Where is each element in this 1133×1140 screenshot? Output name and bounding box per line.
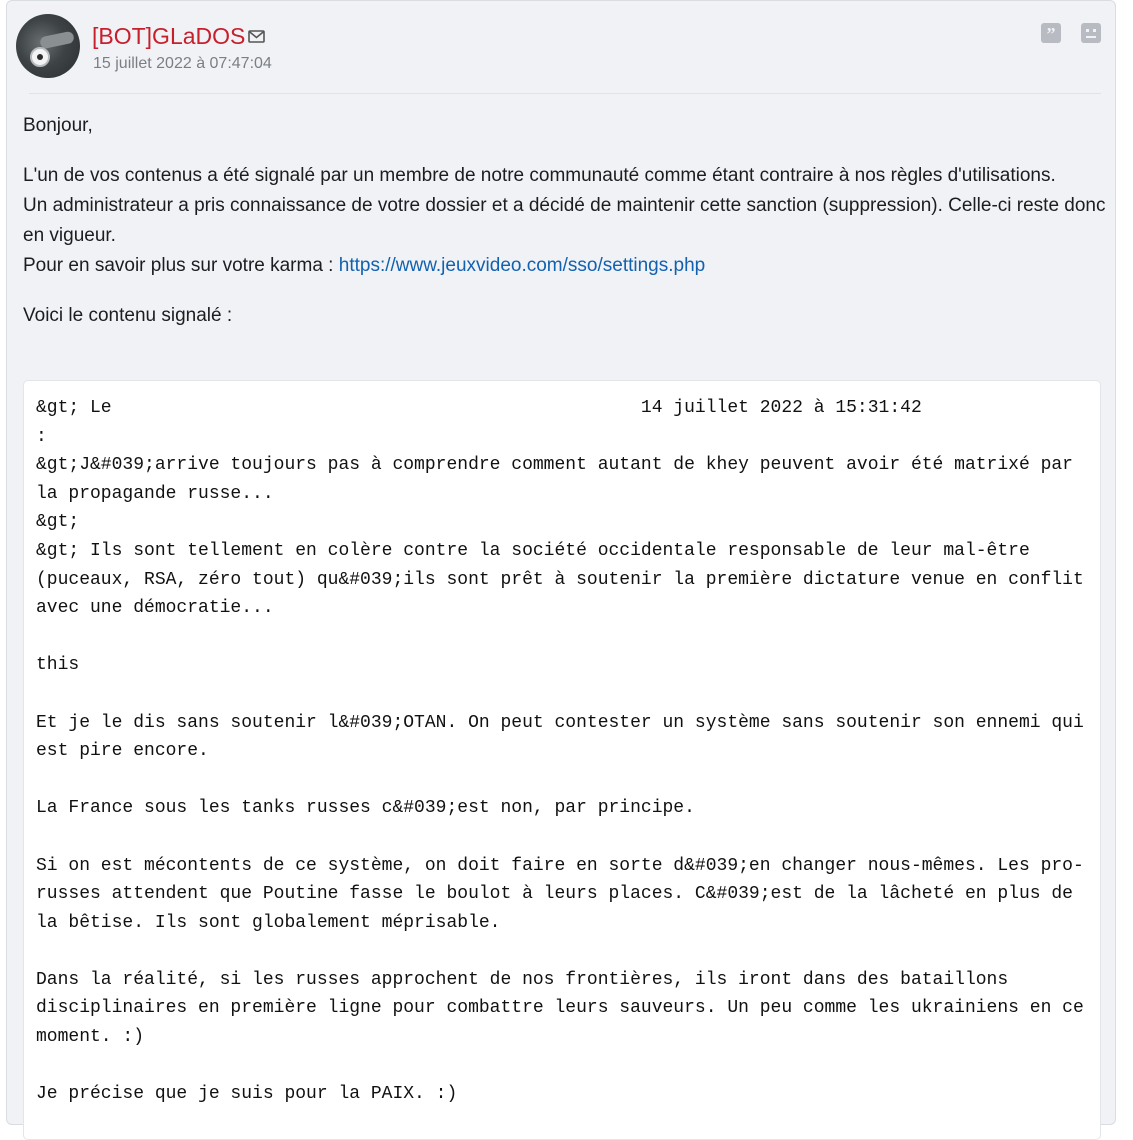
avatar[interactable] (16, 14, 80, 78)
message-line-2: Un administrateur a pris connaissance de votre dossier et a décidé de maintenir cette sanction (suppression). Celle-ci reste donc en vigueur. (23, 195, 1106, 246)
post-header (7, 1, 1115, 93)
reported-label: Voici le contenu signalé : (23, 305, 233, 326)
svg-text:”: ” (1046, 24, 1056, 43)
author-name[interactable]: [BOT]GLaDOS (92, 23, 246, 49)
reported-content: &gt; Le 14 juillet 2022 à 15:31:42 : &gt;J&#039;arrive toujours pas à comprendre comment autant de khey peuvent avoir été matrixé par la propagande russe... &gt; &gt; Ils sont tellement en colère contre la société occidentale responsable de leur mal-être (puceaux, RSA, zéro tout) qu&#039;ils sont prêt à soutenir la première dictature venue en conflit avec une démocratie... this Et je le dis sans soutenir l&#039;OTAN. On peut contester un système sans soutenir son ennemi qui est pire encore. La France sous les tanks russes c&#039;est non, par principe. Si on est mécontents de ce système, on doit faire en sorte d&#039;en changer nous-mêmes. Les pro-russes attendent que Poutine fasse le boulot à leurs places. C&#039;est de la lâcheté en plus de la bêtise. Ils sont globalement méprisable. Dans la réalité, si les russes approchent de nos frontières, ils iront dans des bataillons disciplinaires en première ligne pour combattre leurs sauveurs. Un peu comme les ukrainiens en ce moment. :) Je précise que je suis pour la PAIX. :) (36, 398, 1084, 1105)
message-line-1: L'un de vos contenus a été signalé par un membre de notre communauté comme étant contraire à nos règles d'utilisations. (23, 165, 1056, 186)
avatar-arm (39, 31, 75, 50)
mail-icon[interactable] (248, 30, 265, 43)
avatar-eye (30, 47, 50, 67)
reported-content-box (23, 380, 1101, 1140)
karma-link[interactable]: https://www.jeuxvideo.com/sso/settings.php (338, 255, 706, 276)
report-icon[interactable] (1081, 23, 1101, 43)
message-body (23, 111, 1108, 351)
message-paragraph (23, 161, 1108, 281)
quote-icon[interactable] (1041, 23, 1061, 43)
greeting: Bonjour, (23, 115, 93, 136)
karma-prefix: Pour en savoir plus sur votre karma : (23, 255, 339, 276)
forum-post (6, 0, 1116, 1125)
header-divider (29, 93, 1101, 94)
post-date: 15 juillet 2022 à 07:47:04 (93, 55, 272, 72)
